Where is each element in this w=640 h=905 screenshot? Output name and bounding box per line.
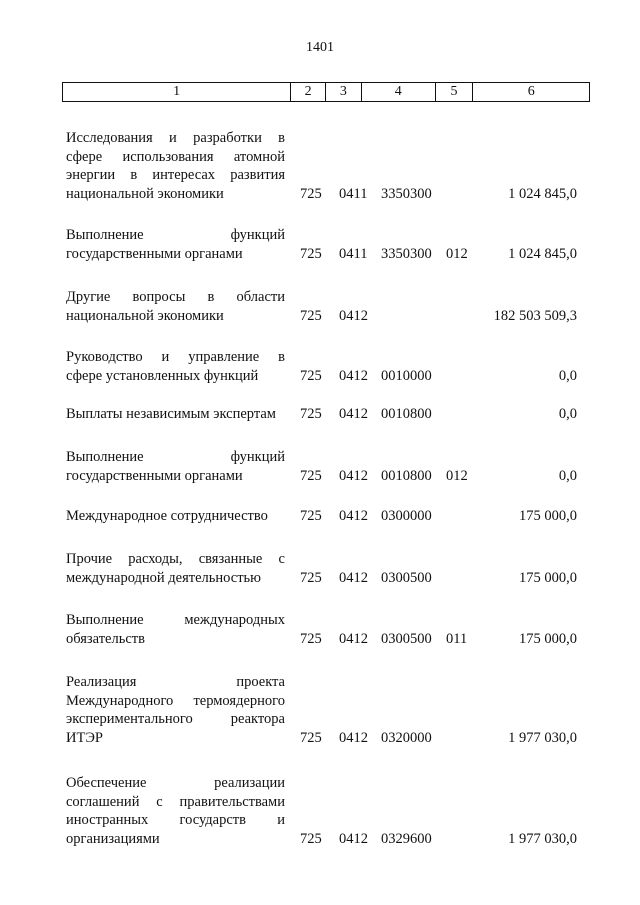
description-line: Исследования и разработки в: [66, 130, 285, 146]
description-line: иностранных государств и: [66, 812, 285, 828]
section-code: 0412: [339, 630, 368, 647]
ministry-code: 725: [300, 569, 322, 586]
section-code: 0412: [339, 307, 368, 324]
row-description: [66, 611, 285, 648]
ministry-code: 725: [300, 729, 322, 746]
target-article-code: 3350300: [381, 245, 432, 262]
description-line: Выплаты независимым экспертам: [66, 405, 276, 422]
row-description: [66, 226, 285, 263]
section-code: 0412: [339, 467, 368, 484]
amount: 1 977 030,0: [508, 830, 577, 847]
target-article-code: 0010800: [381, 405, 432, 422]
ministry-code: 725: [300, 367, 322, 384]
ministry-code: 725: [300, 185, 322, 202]
target-article-code: 0300500: [381, 569, 432, 586]
amount: 175 000,0: [519, 569, 577, 586]
amount: 1 024 845,0: [508, 245, 577, 262]
description-line: Другие вопросы в области: [66, 289, 285, 305]
expense-type-code: 012: [446, 245, 468, 262]
target-article-code: 0300500: [381, 630, 432, 647]
header-col-3: 3: [326, 83, 362, 101]
description-line: Прочие расходы, связанные с: [66, 551, 285, 567]
expense-type-code: 011: [446, 630, 468, 647]
amount: 0,0: [558, 467, 577, 484]
description-line: ИТЭР: [66, 729, 103, 746]
description-line: Выполнение функций: [66, 449, 285, 465]
description-line: обязательств: [66, 630, 145, 647]
row-description: [66, 448, 285, 485]
table-row: [0, 550, 640, 587]
row-description: [66, 129, 285, 203]
description-line: сфере установленных функций: [66, 367, 259, 384]
amount: 175 000,0: [519, 630, 577, 647]
section-code: 0412: [339, 569, 368, 586]
target-article-code: 0010800: [381, 467, 432, 484]
ministry-code: 725: [300, 467, 322, 484]
ministry-code: 725: [300, 830, 322, 847]
ministry-code: 725: [300, 507, 322, 524]
row-description: [66, 348, 285, 385]
header-col-4: 4: [362, 83, 436, 101]
target-article-code: 3350300: [381, 185, 432, 202]
description-line: Выполнение функций: [66, 227, 285, 243]
row-description: [66, 774, 285, 848]
ministry-code: 725: [300, 630, 322, 647]
table-row: [0, 774, 640, 848]
description-line: Руководство и управление в: [66, 349, 285, 365]
target-article-code: 0329600: [381, 830, 432, 847]
table-row: [0, 348, 640, 385]
section-code: 0411: [339, 245, 368, 262]
header-col-6: 6: [527, 84, 535, 99]
section-code: 0412: [339, 830, 368, 847]
description-line: государственными органами: [66, 467, 243, 484]
description-line: соглашений с правительствами: [66, 793, 285, 810]
description-line: национальной экономики: [66, 185, 224, 202]
amount: 175 000,0: [519, 507, 577, 524]
description-line: Реализация проекта: [66, 674, 285, 690]
target-article-code: 0300000: [381, 507, 432, 524]
description-line: Международное сотрудничество: [66, 507, 268, 524]
description-line: Выполнение международных: [66, 612, 285, 628]
table-row: [0, 288, 640, 325]
target-article-code: 0320000: [381, 729, 432, 746]
description-line: государственными органами: [66, 245, 243, 262]
section-code: 0412: [339, 367, 368, 384]
table-row: [0, 448, 640, 485]
section-code: 0411: [339, 185, 368, 202]
table-row: [0, 673, 640, 747]
description-line: национальной экономики: [66, 307, 224, 324]
description-line: Международного термоядерного: [66, 692, 285, 709]
description-line: экспериментального реактора: [66, 711, 285, 727]
expense-type-code: 012: [446, 467, 468, 484]
description-line: сфере использования атомной: [66, 148, 285, 165]
row-description: [66, 550, 285, 587]
table-row: [0, 611, 640, 648]
section-code: 0412: [339, 507, 368, 524]
section-code: 0412: [339, 405, 368, 422]
row-description: [66, 507, 285, 526]
table-row: [0, 129, 640, 203]
row-description: [66, 673, 285, 747]
page-number: 1401: [306, 40, 334, 55]
row-description: [66, 405, 285, 424]
amount: 0,0: [558, 405, 577, 422]
section-code: 0412: [339, 729, 368, 746]
description-line: организациями: [66, 830, 160, 847]
table-header: [62, 82, 590, 102]
table-row: [0, 405, 640, 424]
amount: 0,0: [558, 367, 577, 384]
row-description: [66, 288, 285, 325]
amount: 1 024 845,0: [508, 185, 577, 202]
description-line: Обеспечение реализации: [66, 775, 285, 791]
header-col-1: 1: [63, 83, 291, 101]
ministry-code: 725: [300, 245, 322, 262]
amount: 182 503 509,3: [493, 307, 577, 324]
amount: 1 977 030,0: [508, 729, 577, 746]
header-col-5: 5: [436, 83, 474, 101]
description-line: энергии в интересах развития: [66, 167, 285, 183]
description-line: международной деятельностью: [66, 569, 261, 586]
ministry-code: 725: [300, 307, 322, 324]
table-row: [0, 226, 640, 263]
target-article-code: 0010000: [381, 367, 432, 384]
table-row: [0, 507, 640, 526]
ministry-code: 725: [300, 405, 322, 422]
header-col-2: 2: [291, 83, 326, 101]
